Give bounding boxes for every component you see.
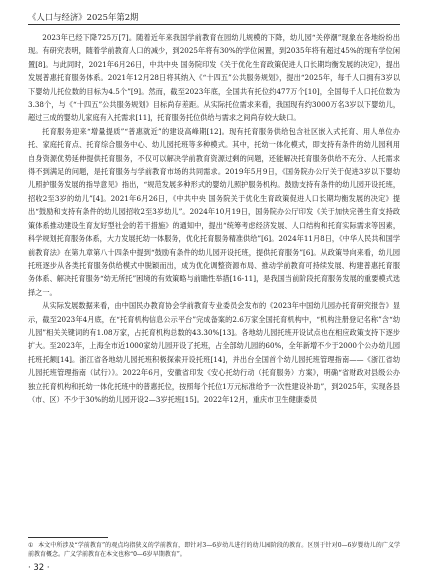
page-number: · 32 ·: [28, 563, 50, 573]
body-paragraph-1: 2023年已经下降725万[7]。随着近年来我国学前教育在园幼儿规模的下降，幼儿园“关停潮”现象在各地纷纷出现。有研究表明，随着学前教育人口的减少，到2025年将有30%的学位闲置，到2035年将有超过45%的现有学位闲置[8]。与此同时，2021年6月26日，中共中央 国务院印发《关于优化生育政策促进人口长期均衡发展的决定》，提出发展普惠托育服务体系。2021年12月28日将其纳入《“十四五”公共服务规划》，提出“2025年，每千人口拥有3岁以下婴幼儿托位数的目标为4.5个”[9]。然而，截至2023年底，全国共有托位约477万个[10]，全国每千人口托位数为3.38个，与《“十四五”公共服务规划》目标尚存差距。从实际托位需求来看，我国现有约3000万名3岁以下婴幼儿，超过三成的婴幼儿家庭有入托需求[11]，托育服务托位供给与需求之间尚存较大缺口。: [28, 33, 400, 123]
footnote: [28, 541, 400, 559]
body-paragraph-3: 从实际发展数据来看，由中国民办教育协会学前教育专业委员会发布的《2023年中国幼儿园办托育研究报告》显示，截至2023年4月底，在“托育机构信息公示平台”完成备案的2.6万家全国托育机构中，“机构注册登记名称”含“幼儿园”相关关键词的有1.08万家，占托育机构总数的43.30%[13]。各地幼儿园托班开设试点也在相应政策支持下逐步扩大。至2023年，上海全市近1000家幼儿园开设了托班，占全部幼儿园的60%，全年新增不少于2000个公办幼儿园托班托额[14]。浙江省各地幼儿园托班积极探索开设托班[14]，并出台全国首个幼儿园托班管理指南——《浙江省幼儿园托班管理指南（试行）》。2022年6月，安徽省印发《安心托幼行动（托育服务）方案》，明确“省财政对县级公办独立托育机构和托幼一体化托班中的普惠托位，按照每个托位1万元标准给予一次性建设补助”，到2025年，实现各县（市、区）不少于30%的幼儿园开设2—3岁托班[15]。2022年12月，重庆市卫生健康委员: [28, 301, 400, 404]
body-paragraph-2: 托育服务迎来“增量提质”“普惠就近”的建设高峰期[12]。现有托育服务供给包含社区嵌入式托育、用人单位办托、家庭托育点、托育综合服务中心、幼儿园托班等多种模式。其中，托幼一体化模式，即支持有条件的幼儿园利用自身资源优势延伸提供托育服务，不仅可以解决学前教育资源过剩的问题，还能解决托育服务供给不充分、人托需求得不到满足的问题，是托育服务与学前教育市场的共同需求。2019年5月9日，《国务院办公厅关于促进3岁以下婴幼儿照护服务发展的指导意见》指出，“规范发展多种形式的婴幼儿照护服务机构。鼓励支持有条件的幼儿园开设托班，招收2至3岁的幼儿”[4]。2021年6月26日，《中共中央 国务院关于优化生育政策促进人口长期均衡发展的决定》提出“鼓励和支持有条件的幼儿园招收2至3岁幼儿”。2024年10月19日，国务院办公厅印发《关于加快完善生育支持政策体系推动建设生育友好型社会的若干措施》的通知中，提出“统筹考虑经济发展、人口结构和托育实际需求等因素，科学规划托育服务体系，大力发展托幼一体服务，优化托育服务精准供给”[6]。2024年11月8日，《中华人民共和国学前教育法》在第九章第八十四条中提到“鼓励有条件的幼儿园开设托班，提供托育服务”[6]。从政策导向来看，幼儿园托班逐步从各类托育服务供给模式中脱颖而出，成为优化调整资源布局、推动学前教育可持续发展、构建普惠托育服务体系、解决托育服务“幼无所托”困境的有效策略与前瞻性举措[16-11]，是我国当前阶段托育服务发展的重要模式选择之一。: [28, 126, 400, 297]
footnote-text: 本文中所涉及“学前教育”的观点均指狭义的学前教育，即针对3—6岁幼儿进行的幼儿园阶段的教育。区别于针对0—6岁婴幼儿的广义学前教育概念。广义学前教育在本文也称“0—6岁早期教育”。: [28, 542, 400, 559]
footnote-marker: ①: [28, 542, 34, 549]
footnote-divider: [28, 537, 108, 538]
article-body: [28, 31, 400, 406]
running-header: 《人口与经济》2025年第2期: [28, 10, 400, 25]
